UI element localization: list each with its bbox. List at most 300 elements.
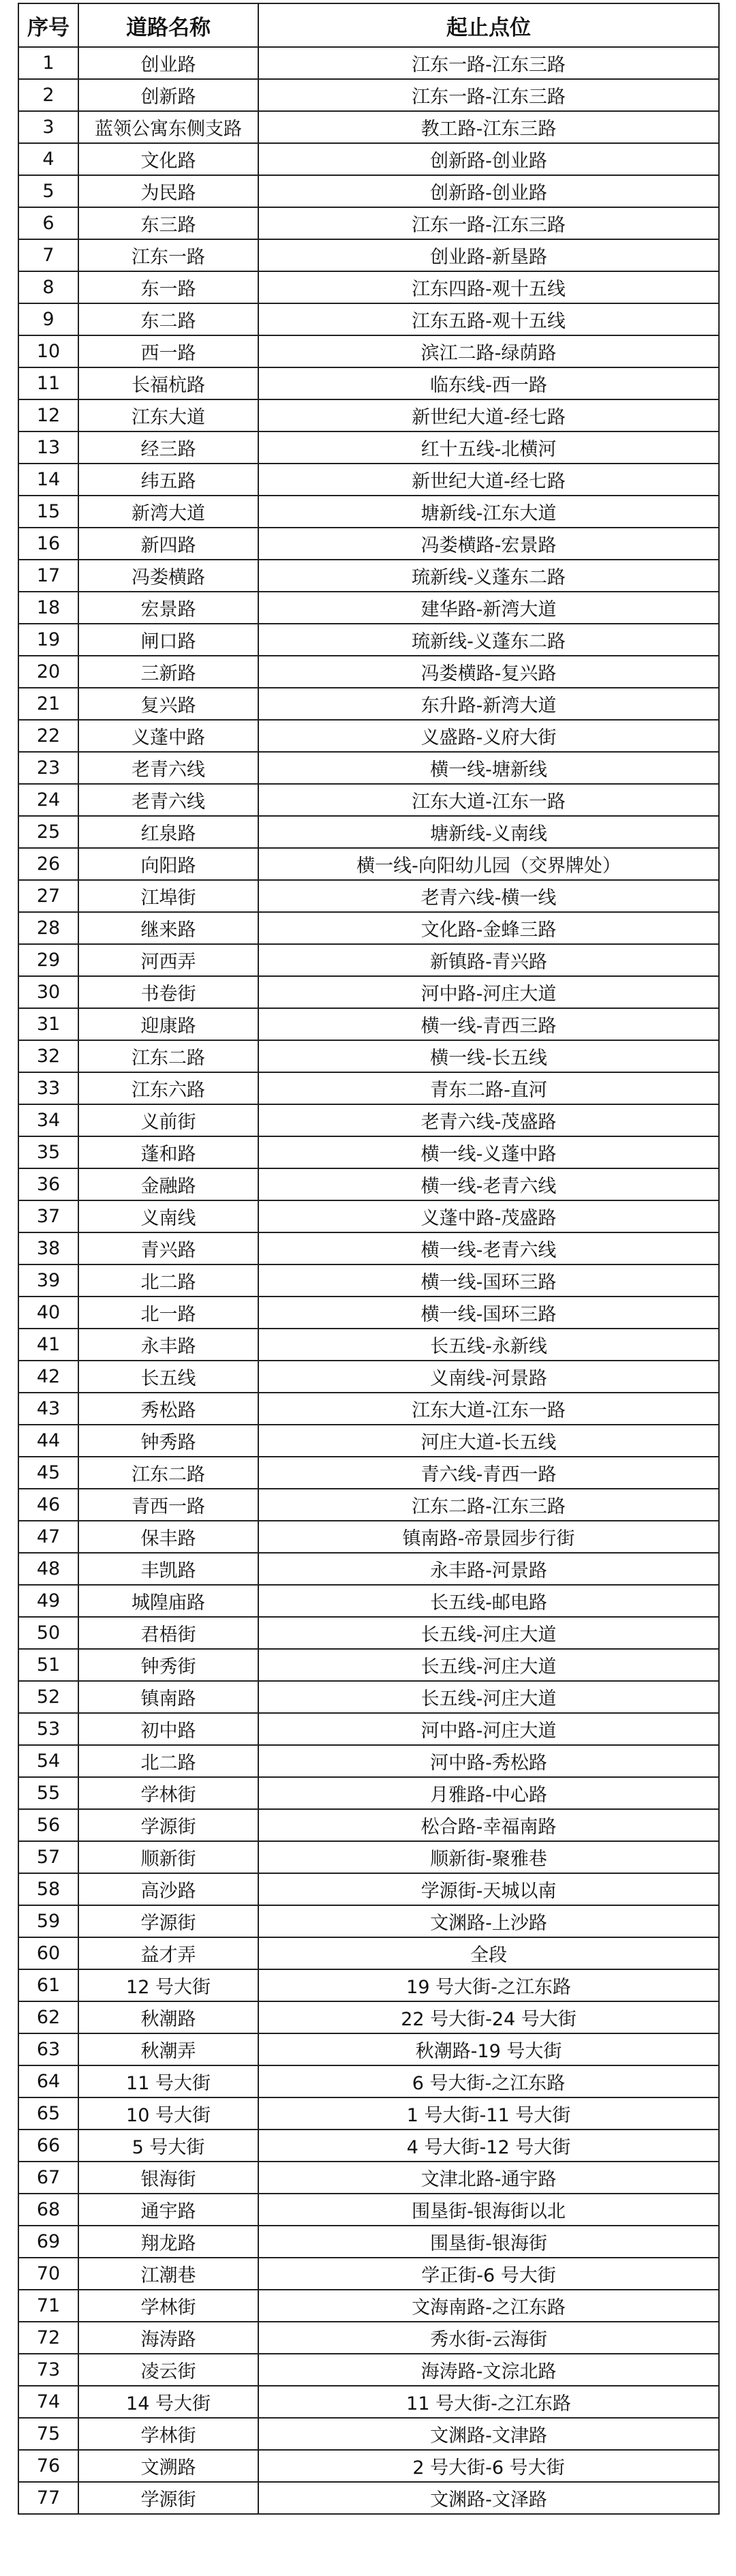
cell-road-name: 初中路 xyxy=(78,1713,258,1745)
table-row xyxy=(18,1617,719,1649)
cell-road-name: 宏景路 xyxy=(78,592,258,624)
cell-road-name: 向阳路 xyxy=(78,848,258,880)
cell-road-name: 长五线 xyxy=(78,1361,258,1393)
cell-road-name: 10 号大街 xyxy=(78,2097,258,2130)
table-row xyxy=(18,1297,719,1329)
cell-index: 2 xyxy=(18,79,78,111)
cell-index: 34 xyxy=(18,1104,78,1136)
cell-road-name: 河西弄 xyxy=(78,944,258,976)
cell-start-end: 新世纪大道-经七路 xyxy=(258,464,719,496)
cell-start-end: 河中路-秀松路 xyxy=(258,1745,719,1777)
cell-index: 41 xyxy=(18,1329,78,1361)
cell-index: 6 xyxy=(18,207,78,239)
cell-start-end: 横一线-长五线 xyxy=(258,1040,719,1072)
table-row xyxy=(18,944,719,976)
cell-index: 45 xyxy=(18,1457,78,1489)
cell-road-name: 义蓬中路 xyxy=(78,720,258,752)
cell-start-end: 松合路-幸福南路 xyxy=(258,1809,719,1841)
cell-road-name: 钟秀街 xyxy=(78,1649,258,1681)
cell-index: 72 xyxy=(18,2322,78,2354)
cell-road-name: 文溯路 xyxy=(78,2450,258,2482)
cell-start-end: 围垦街-银海街 xyxy=(258,2226,719,2258)
cell-road-name: 镇南路 xyxy=(78,1681,258,1713)
cell-index: 12 xyxy=(18,399,78,431)
cell-index: 44 xyxy=(18,1425,78,1457)
cell-index: 73 xyxy=(18,2354,78,2386)
cell-index: 67 xyxy=(18,2162,78,2194)
cell-start-end: 新世纪大道-经七路 xyxy=(258,399,719,431)
table-row xyxy=(18,1232,719,1264)
cell-start-end: 教工路-江东三路 xyxy=(258,111,719,143)
cell-index: 65 xyxy=(18,2097,78,2130)
cell-start-end: 围垦街-银海街以北 xyxy=(258,2194,719,2226)
table-row xyxy=(18,431,719,464)
table-row xyxy=(18,2033,719,2065)
cell-start-end: 建华路-新湾大道 xyxy=(258,592,719,624)
cell-start-end: 长五线-河庄大道 xyxy=(258,1617,719,1649)
cell-index: 14 xyxy=(18,464,78,496)
cell-index: 47 xyxy=(18,1521,78,1553)
cell-index: 22 xyxy=(18,720,78,752)
table-row xyxy=(18,47,719,79)
cell-start-end: 塘新线-江东大道 xyxy=(258,496,719,528)
cell-road-name: 创业路 xyxy=(78,47,258,79)
cell-start-end: 文渊路-文泽路 xyxy=(258,2482,719,2514)
cell-index: 37 xyxy=(18,1200,78,1232)
cell-road-name: 经三路 xyxy=(78,431,258,464)
cell-start-end: 4 号大街-12 号大街 xyxy=(258,2130,719,2162)
cell-index: 7 xyxy=(18,239,78,271)
cell-index: 76 xyxy=(18,2450,78,2482)
cell-start-end: 创业路-新垦路 xyxy=(258,239,719,271)
table-row xyxy=(18,1713,719,1745)
cell-road-name: 东二路 xyxy=(78,303,258,335)
table-row xyxy=(18,175,719,207)
table-row xyxy=(18,1969,719,2001)
cell-index: 21 xyxy=(18,688,78,720)
cell-road-name: 通宇路 xyxy=(78,2194,258,2226)
cell-start-end: 江东一路-江东三路 xyxy=(258,79,719,111)
cell-road-name: 秋潮路 xyxy=(78,2001,258,2033)
table-row xyxy=(18,688,719,720)
cell-start-end: 文渊路-文津路 xyxy=(258,2418,719,2450)
table-row xyxy=(18,1873,719,1905)
cell-index: 60 xyxy=(18,1937,78,1969)
table-row xyxy=(18,2290,719,2322)
cell-start-end: 滨江二路-绿荫路 xyxy=(258,335,719,367)
cell-index: 75 xyxy=(18,2418,78,2450)
cell-index: 4 xyxy=(18,143,78,175)
cell-road-name: 江埠街 xyxy=(78,880,258,912)
cell-index: 29 xyxy=(18,944,78,976)
cell-start-end: 河中路-河庄大道 xyxy=(258,1713,719,1745)
cell-start-end: 文津北路-通宇路 xyxy=(258,2162,719,2194)
cell-start-end: 1 号大街-11 号大街 xyxy=(258,2097,719,2130)
table-row xyxy=(18,239,719,271)
cell-road-name: 东一路 xyxy=(78,271,258,303)
table-row xyxy=(18,1777,719,1809)
cell-start-end: 长五线-河庄大道 xyxy=(258,1649,719,1681)
cell-start-end: 江东大道-江东一路 xyxy=(258,784,719,816)
cell-start-end: 22 号大街-24 号大街 xyxy=(258,2001,719,2033)
cell-start-end: 江东大道-江东一路 xyxy=(258,1393,719,1425)
cell-road-name: 书卷街 xyxy=(78,976,258,1008)
table-row xyxy=(18,1008,719,1040)
cell-start-end: 横一线-青西三路 xyxy=(258,1008,719,1040)
header-road-name: 道路名称 xyxy=(78,3,258,47)
table-row xyxy=(18,784,719,816)
cell-index: 27 xyxy=(18,880,78,912)
cell-start-end: 11 号大街-之江东路 xyxy=(258,2386,719,2418)
cell-start-end: 青东二路-直河 xyxy=(258,1072,719,1104)
cell-road-name: 江东六路 xyxy=(78,1072,258,1104)
cell-road-name: 冯娄横路 xyxy=(78,560,258,592)
cell-index: 42 xyxy=(18,1361,78,1393)
table-row xyxy=(18,2226,719,2258)
cell-start-end: 东升路-新湾大道 xyxy=(258,688,719,720)
cell-road-name: 丰凯路 xyxy=(78,1553,258,1585)
cell-start-end: 镇南路-帝景园步行街 xyxy=(258,1521,719,1553)
table-row xyxy=(18,1329,719,1361)
cell-road-name: 蓬和路 xyxy=(78,1136,258,1168)
cell-start-end: 义蓬中路-茂盛路 xyxy=(258,1200,719,1232)
cell-road-name: 江东二路 xyxy=(78,1457,258,1489)
cell-index: 38 xyxy=(18,1232,78,1264)
table-row xyxy=(18,1745,719,1777)
table-row xyxy=(18,1136,719,1168)
cell-start-end: 江东五路-观十五线 xyxy=(258,303,719,335)
table-row xyxy=(18,720,719,752)
cell-road-name: 顺新街 xyxy=(78,1841,258,1873)
cell-road-name: 学源街 xyxy=(78,1809,258,1841)
table-row xyxy=(18,2065,719,2097)
cell-index: 26 xyxy=(18,848,78,880)
cell-road-name: 新四路 xyxy=(78,528,258,560)
cell-road-name: 青西一路 xyxy=(78,1489,258,1521)
cell-index: 48 xyxy=(18,1553,78,1585)
cell-road-name: 高沙路 xyxy=(78,1873,258,1905)
cell-start-end: 义盛路-义府大街 xyxy=(258,720,719,752)
cell-road-name: 三新路 xyxy=(78,656,258,688)
table-row xyxy=(18,1104,719,1136)
table-row xyxy=(18,560,719,592)
cell-index: 43 xyxy=(18,1393,78,1425)
cell-index: 52 xyxy=(18,1681,78,1713)
table-row xyxy=(18,1393,719,1425)
cell-start-end: 秀水街-云海街 xyxy=(258,2322,719,2354)
table-row xyxy=(18,2450,719,2482)
table-row xyxy=(18,752,719,784)
table-row xyxy=(18,528,719,560)
table-row xyxy=(18,592,719,624)
table-row xyxy=(18,1681,719,1713)
cell-index: 68 xyxy=(18,2194,78,2226)
cell-start-end: 学正街-6 号大街 xyxy=(258,2258,719,2290)
cell-index: 18 xyxy=(18,592,78,624)
cell-index: 66 xyxy=(18,2130,78,2162)
cell-road-name: 君梧街 xyxy=(78,1617,258,1649)
cell-road-name: 新湾大道 xyxy=(78,496,258,528)
cell-start-end: 江东二路-江东三路 xyxy=(258,1489,719,1521)
cell-start-end: 创新路-创业路 xyxy=(258,175,719,207)
cell-start-end: 秋潮路-19 号大街 xyxy=(258,2033,719,2065)
table-row xyxy=(18,367,719,399)
cell-index: 9 xyxy=(18,303,78,335)
cell-start-end: 文海南路-之江东路 xyxy=(258,2290,719,2322)
table-row xyxy=(18,1168,719,1200)
table-row xyxy=(18,1553,719,1585)
cell-road-name: 海涛路 xyxy=(78,2322,258,2354)
cell-road-name: 学林街 xyxy=(78,1777,258,1809)
cell-start-end: 创新路-创业路 xyxy=(258,143,719,175)
table-row xyxy=(18,1937,719,1969)
cell-start-end: 文化路-金蜂三路 xyxy=(258,912,719,944)
table-row xyxy=(18,1585,719,1617)
header-start-end: 起止点位 xyxy=(258,3,719,47)
cell-index: 70 xyxy=(18,2258,78,2290)
cell-start-end: 长五线-永新线 xyxy=(258,1329,719,1361)
cell-road-name: 北二路 xyxy=(78,1264,258,1297)
cell-road-name: 复兴路 xyxy=(78,688,258,720)
table-row xyxy=(18,656,719,688)
table-row xyxy=(18,2130,719,2162)
cell-start-end: 永丰路-河景路 xyxy=(258,1553,719,1585)
table-row xyxy=(18,2097,719,2130)
cell-road-name: 创新路 xyxy=(78,79,258,111)
cell-index: 57 xyxy=(18,1841,78,1873)
cell-index: 62 xyxy=(18,2001,78,2033)
table-row xyxy=(18,2162,719,2194)
cell-index: 30 xyxy=(18,976,78,1008)
cell-road-name: 红泉路 xyxy=(78,816,258,848)
table-row xyxy=(18,2322,719,2354)
table-row xyxy=(18,1200,719,1232)
cell-index: 71 xyxy=(18,2290,78,2322)
cell-road-name: 学源街 xyxy=(78,2482,258,2514)
cell-start-end: 海涛路-文淙北路 xyxy=(258,2354,719,2386)
cell-index: 63 xyxy=(18,2033,78,2065)
table-row xyxy=(18,79,719,111)
cell-index: 5 xyxy=(18,175,78,207)
cell-index: 15 xyxy=(18,496,78,528)
cell-index: 20 xyxy=(18,656,78,688)
cell-road-name: 江东大道 xyxy=(78,399,258,431)
cell-index: 59 xyxy=(18,1905,78,1937)
cell-index: 58 xyxy=(18,1873,78,1905)
table-row xyxy=(18,1072,719,1104)
cell-index: 35 xyxy=(18,1136,78,1168)
cell-start-end: 临东线-西一路 xyxy=(258,367,719,399)
cell-start-end: 冯娄横路-宏景路 xyxy=(258,528,719,560)
cell-start-end: 2 号大街-6 号大街 xyxy=(258,2450,719,2482)
table-row xyxy=(18,848,719,880)
cell-road-name: 秋潮弄 xyxy=(78,2033,258,2065)
cell-index: 54 xyxy=(18,1745,78,1777)
cell-start-end: 文渊路-上沙路 xyxy=(258,1905,719,1937)
cell-index: 77 xyxy=(18,2482,78,2514)
cell-index: 8 xyxy=(18,271,78,303)
cell-start-end: 顺新街-聚雅巷 xyxy=(258,1841,719,1873)
table-row xyxy=(18,496,719,528)
cell-start-end: 横一线-国环三路 xyxy=(258,1297,719,1329)
table-row xyxy=(18,271,719,303)
cell-road-name: 金融路 xyxy=(78,1168,258,1200)
cell-road-name: 翔龙路 xyxy=(78,2226,258,2258)
cell-start-end: 义南线-河景路 xyxy=(258,1361,719,1393)
cell-road-name: 闸口路 xyxy=(78,624,258,656)
cell-index: 1 xyxy=(18,47,78,79)
table-row xyxy=(18,2354,719,2386)
cell-index: 56 xyxy=(18,1809,78,1841)
cell-road-name: 城隍庙路 xyxy=(78,1585,258,1617)
cell-road-name: 5 号大街 xyxy=(78,2130,258,2162)
table-row xyxy=(18,1841,719,1873)
cell-start-end: 江东四路-观十五线 xyxy=(258,271,719,303)
cell-road-name: 12 号大街 xyxy=(78,1969,258,2001)
cell-index: 53 xyxy=(18,1713,78,1745)
cell-start-end: 冯娄横路-复兴路 xyxy=(258,656,719,688)
cell-road-name: 义南线 xyxy=(78,1200,258,1232)
cell-index: 46 xyxy=(18,1489,78,1521)
table-row xyxy=(18,1040,719,1072)
table-row xyxy=(18,816,719,848)
table-row xyxy=(18,2001,719,2033)
table-row xyxy=(18,2418,719,2450)
table-header-row xyxy=(18,3,719,47)
cell-start-end: 老青六线-横一线 xyxy=(258,880,719,912)
cell-road-name: 保丰路 xyxy=(78,1521,258,1553)
cell-road-name: 义前街 xyxy=(78,1104,258,1136)
cell-index: 51 xyxy=(18,1649,78,1681)
cell-start-end: 塘新线-义南线 xyxy=(258,816,719,848)
cell-index: 50 xyxy=(18,1617,78,1649)
table-row xyxy=(18,1649,719,1681)
table-row xyxy=(18,2386,719,2418)
header-index: 序号 xyxy=(18,3,78,47)
cell-road-name: 青兴路 xyxy=(78,1232,258,1264)
cell-start-end: 青六线-青西一路 xyxy=(258,1457,719,1489)
cell-road-name: 学林街 xyxy=(78,2290,258,2322)
cell-start-end: 横一线-塘新线 xyxy=(258,752,719,784)
cell-start-end: 琉新线-义蓬东二路 xyxy=(258,624,719,656)
table-row xyxy=(18,1361,719,1393)
cell-index: 3 xyxy=(18,111,78,143)
cell-index: 33 xyxy=(18,1072,78,1104)
cell-start-end: 月雅路-中心路 xyxy=(258,1777,719,1809)
cell-road-name: 长福杭路 xyxy=(78,367,258,399)
table-row xyxy=(18,880,719,912)
cell-start-end: 长五线-邮电路 xyxy=(258,1585,719,1617)
cell-index: 24 xyxy=(18,784,78,816)
cell-index: 49 xyxy=(18,1585,78,1617)
cell-index: 25 xyxy=(18,816,78,848)
cell-start-end: 横一线-老青六线 xyxy=(258,1168,719,1200)
cell-start-end: 横一线-老青六线 xyxy=(258,1232,719,1264)
cell-road-name: 益才弄 xyxy=(78,1937,258,1969)
cell-start-end: 江东一路-江东三路 xyxy=(258,207,719,239)
cell-road-name: 凌云街 xyxy=(78,2354,258,2386)
cell-start-end: 长五线-河庄大道 xyxy=(258,1681,719,1713)
cell-road-name: 东三路 xyxy=(78,207,258,239)
cell-road-name: 银海街 xyxy=(78,2162,258,2194)
cell-start-end: 红十五线-北横河 xyxy=(258,431,719,464)
cell-index: 36 xyxy=(18,1168,78,1200)
table-row xyxy=(18,1489,719,1521)
cell-index: 39 xyxy=(18,1264,78,1297)
cell-index: 69 xyxy=(18,2226,78,2258)
cell-road-name: 学源街 xyxy=(78,1905,258,1937)
cell-road-name: 秀松路 xyxy=(78,1393,258,1425)
cell-start-end: 横一线-向阳幼儿园（交界牌处） xyxy=(258,848,719,880)
road-table xyxy=(18,3,720,2515)
cell-index: 17 xyxy=(18,560,78,592)
cell-start-end: 学源街-天城以南 xyxy=(258,1873,719,1905)
table-row xyxy=(18,2194,719,2226)
table-row xyxy=(18,912,719,944)
table-row xyxy=(18,1425,719,1457)
cell-road-name: 学林街 xyxy=(78,2418,258,2450)
cell-road-name: 11 号大街 xyxy=(78,2065,258,2097)
cell-road-name: 北二路 xyxy=(78,1745,258,1777)
cell-index: 13 xyxy=(18,431,78,464)
table-row xyxy=(18,624,719,656)
cell-start-end: 琉新线-义蓬东二路 xyxy=(258,560,719,592)
cell-index: 11 xyxy=(18,367,78,399)
cell-start-end: 横一线-义蓬中路 xyxy=(258,1136,719,1168)
table-row xyxy=(18,976,719,1008)
table-row xyxy=(18,303,719,335)
cell-index: 32 xyxy=(18,1040,78,1072)
cell-index: 23 xyxy=(18,752,78,784)
cell-index: 64 xyxy=(18,2065,78,2097)
cell-start-end: 19 号大街-之江东路 xyxy=(258,1969,719,2001)
cell-index: 28 xyxy=(18,912,78,944)
cell-index: 61 xyxy=(18,1969,78,2001)
cell-road-name: 江潮巷 xyxy=(78,2258,258,2290)
cell-start-end: 江东一路-江东三路 xyxy=(258,47,719,79)
cell-road-name: 继来路 xyxy=(78,912,258,944)
cell-road-name: 老青六线 xyxy=(78,784,258,816)
table-row xyxy=(18,2258,719,2290)
cell-index: 74 xyxy=(18,2386,78,2418)
cell-start-end: 河中路-河庄大道 xyxy=(258,976,719,1008)
cell-start-end: 横一线-国环三路 xyxy=(258,1264,719,1297)
cell-index: 19 xyxy=(18,624,78,656)
cell-road-name: 迎康路 xyxy=(78,1008,258,1040)
cell-start-end: 新镇路-青兴路 xyxy=(258,944,719,976)
cell-road-name: 为民路 xyxy=(78,175,258,207)
cell-road-name: 西一路 xyxy=(78,335,258,367)
cell-road-name: 江东二路 xyxy=(78,1040,258,1072)
table-row xyxy=(18,1264,719,1297)
cell-index: 31 xyxy=(18,1008,78,1040)
cell-road-name: 钟秀路 xyxy=(78,1425,258,1457)
cell-road-name: 文化路 xyxy=(78,143,258,175)
table-row xyxy=(18,2482,719,2514)
cell-start-end: 老青六线-茂盛路 xyxy=(258,1104,719,1136)
cell-road-name: 北一路 xyxy=(78,1297,258,1329)
cell-start-end: 河庄大道-长五线 xyxy=(258,1425,719,1457)
cell-road-name: 14 号大街 xyxy=(78,2386,258,2418)
table-row xyxy=(18,111,719,143)
cell-index: 40 xyxy=(18,1297,78,1329)
table-row xyxy=(18,335,719,367)
table-row xyxy=(18,207,719,239)
table-body xyxy=(18,47,719,2514)
cell-road-name: 永丰路 xyxy=(78,1329,258,1361)
cell-road-name: 蓝领公寓东侧支路 xyxy=(78,111,258,143)
table-row xyxy=(18,399,719,431)
